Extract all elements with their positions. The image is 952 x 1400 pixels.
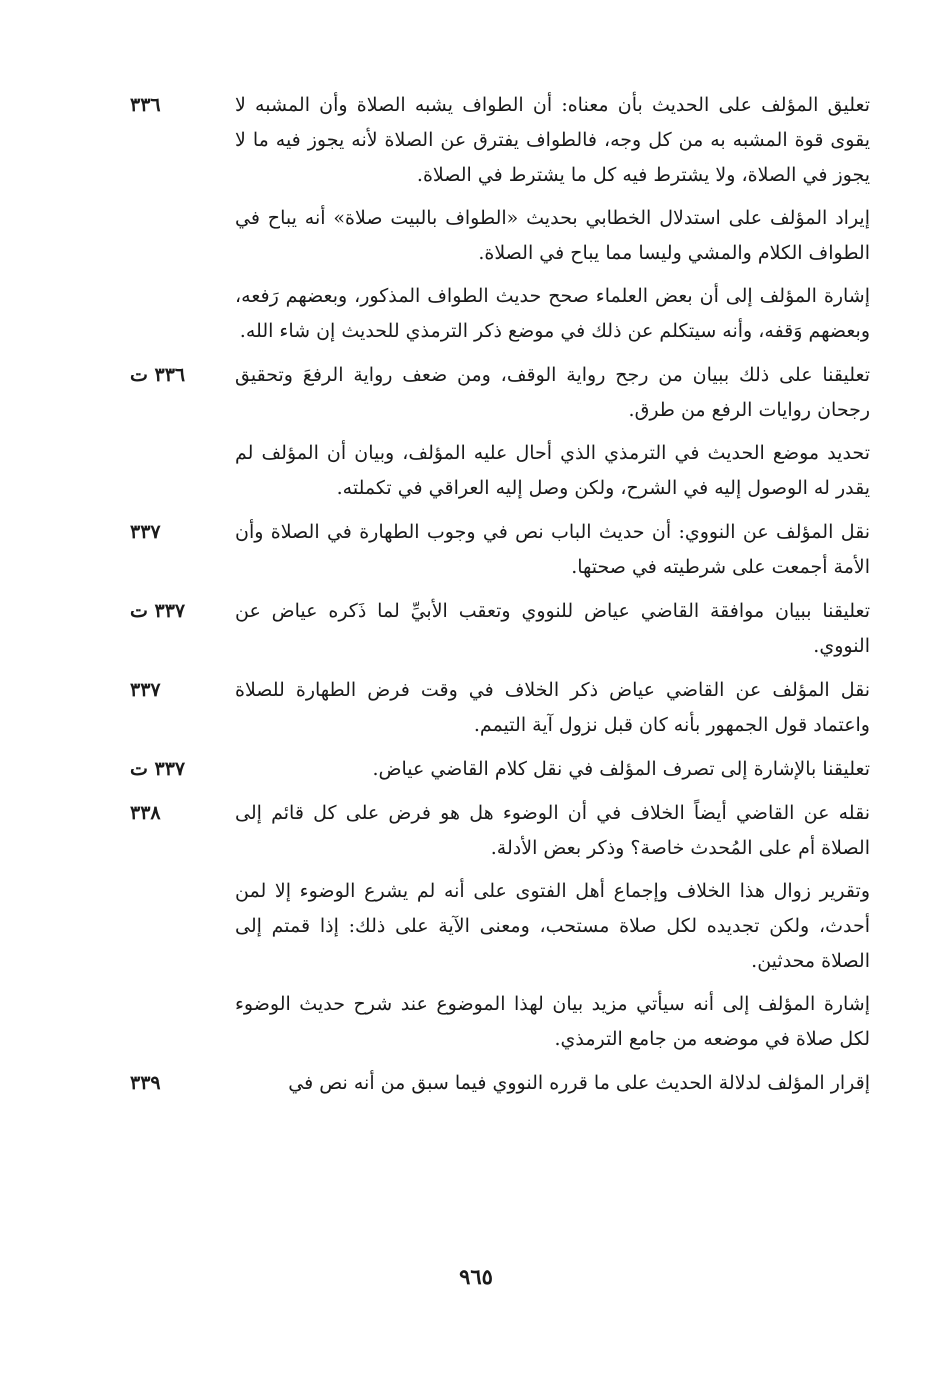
index-entry	[130, 1066, 870, 1101]
entry-text: إشارة المؤلف إلى أنه سيأتي مزيد بيان لهذا الموضوع عند شرح حديث الوضوء لكل صلاة في موضعه من جامع الترمذي.	[235, 993, 870, 1050]
entry-page-ref: ٣٣٨	[130, 802, 161, 824]
entry-text: إشارة المؤلف إلى أن بعض العلماء صحح حديث الطواف المذكور، وبعضهم رَفعه، وبعضهم وَقفه، وأنه سيتكلم عن ذلك في موضع ذكر الترمذي للحديث إن شاء الله.	[235, 285, 870, 342]
entry-page-ref: ٣٣٦ ت	[130, 364, 186, 386]
entry-text: تعليقنا على ذلك ببيان من رجح رواية الوقف، ومن ضعف رواية الرفعَ وتحقيق رجحان روايات الرفع من طرق.	[235, 364, 870, 421]
entry-text: نقل المؤلف عن النووي: أن حديث الباب نص في وجوب الطهارة في الصلاة وأن الأمة أجمعت على شرطيته في صحتها.	[235, 521, 870, 578]
entry-text: وتقرير زوال هذا الخلاف وإجماع أهل الفتوى على أنه لم يشرع الوضوء إلا لمن أحدث، ولكن تجديده لكل صلاة مستحب، ومعنى الآية على ذلك: إذا قمتم إلى الصلاة محدثين.	[235, 880, 870, 972]
entry-text: تحديد موضع الحديث في الترمذي الذي أحال عليه المؤلف، وبيان أن المؤلف لم يقدر له الوصول إليه في الشرح، ولكن وصل إليه العراقي في تكملته.	[235, 442, 870, 499]
page-number: ٩٦٥	[459, 1264, 493, 1289]
index-entry	[130, 673, 870, 743]
index-entries	[130, 88, 870, 1110]
entry-text: تعليق المؤلف على الحديث بأن معناه: أن الطواف يشبه الصلاة وأن المشبه لا يقوى قوة المشبه به من كل وجه، فالطواف يفترق عن الصلاة لأنه يجوز فيه ما لا يجوز في الصلاة، ولا يشترط فيه كل ما يشترط في الصلاة.	[235, 94, 870, 186]
entry-page-ref: ٣٣٧ ت	[130, 758, 186, 780]
entry-text: إيراد المؤلف على استدلال الخطابي بحديث «الطواف بالبيت صلاة» أنه يباح في الطواف الكلام والمشي وليسا مما يباح في الصلاة.	[235, 207, 870, 264]
index-entry	[130, 874, 870, 979]
entry-text: نقل المؤلف عن القاضي عياض ذكر الخلاف في وقت فرض الطهارة للصلاة واعتماد قول الجمهور بأنه كان قبل نزول آية التيمم.	[235, 679, 870, 736]
index-entry	[130, 752, 870, 787]
entry-text: نقله عن القاضي أيضاً الخلاف في أن الوضوء هل هو فرض على كل قائم إلى الصلاة أم على المُحدث خاصة؟ وذكر بعض الأدلة.	[235, 802, 870, 859]
index-entry	[130, 358, 870, 428]
index-entry	[130, 201, 870, 271]
entry-text: إقرار المؤلف لدلالة الحديث على ما قرره النووي فيما سبق من أنه نص في	[288, 1072, 870, 1094]
entry-text: تعليقنا ببيان موافقة القاضي عياض للنووي وتعقب الأبيِّ لما ذَكره عياض عن النووي.	[235, 600, 870, 657]
entry-text: تعليقنا بالإشارة إلى تصرف المؤلف في نقل كلام القاضي عياض.	[372, 758, 870, 780]
index-entry	[130, 88, 870, 193]
index-entry	[130, 279, 870, 349]
entry-page-ref: ٣٣٧ ت	[130, 600, 186, 622]
index-entry	[130, 436, 870, 506]
index-entry	[130, 796, 870, 866]
index-entry	[130, 987, 870, 1057]
entry-page-ref: ٣٣٧	[130, 679, 161, 701]
entry-page-ref: ٣٣٧	[130, 521, 161, 543]
entry-page-ref: ٣٣٩	[130, 1072, 161, 1094]
index-entry	[130, 515, 870, 585]
entry-page-ref: ٣٣٦	[130, 94, 161, 116]
index-entry	[130, 594, 870, 664]
